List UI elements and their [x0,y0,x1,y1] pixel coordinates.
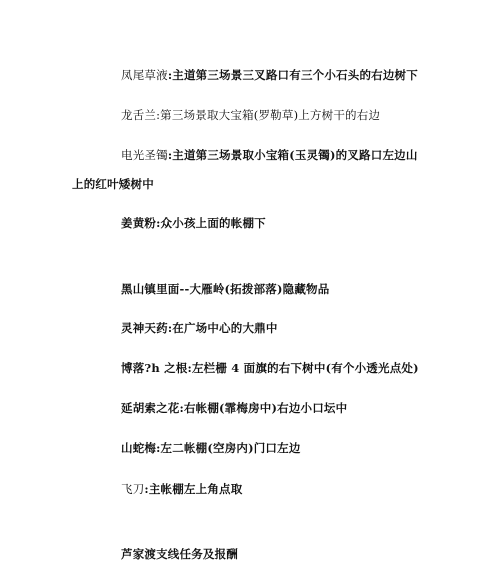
section-title: 芦家渡支线任务及报酬 [121,547,238,561]
item-location: :主道第三场景三叉路口有三个小石头的右边树下 [167,68,418,82]
item-location: :主帐棚左上角点取 [144,482,243,496]
text-line [121,482,242,496]
item-name: 飞刀 [121,482,145,496]
text-line [121,321,278,335]
item-location-cont: 上的红叶矮树中 [72,177,154,191]
item-location: :左栏栅 4 面旗的右下树中(有个小透光点处) [187,361,419,375]
item-location: :第三场景取大宝箱(罗勒草)上方树干的右边 [156,108,381,122]
item-location: :在广场中心的大鼎中 [167,321,278,335]
item-name: 龙舌兰 [121,108,157,122]
item-name: 凤尾草液 [121,68,168,82]
item-location: :众小孩上面的帐棚下 [156,216,266,230]
text-line-continuation [72,177,154,191]
item-name: 博落?h 之根 [121,361,188,375]
item-name: 灵神天药 [121,321,168,335]
item-location: :右帐棚(霏梅房中)右边小口坛中 [179,401,348,415]
item-name: 电光圣镯 [121,148,168,162]
section-heading [121,547,238,561]
item-location: :主道第三场景取小宝箱(玉灵镯)的叉路口左边山 [167,148,418,162]
text-line [121,441,301,455]
text-line [121,216,266,230]
text-line [121,401,347,415]
text-line [121,361,419,375]
text-line [121,148,418,162]
item-name: 姜黄粉 [121,216,157,230]
item-name: 延胡索之花 [121,401,180,415]
text-line [121,108,380,122]
text-line [121,68,418,82]
item-location: :左二帐棚(空房内)门口左边 [156,441,301,455]
section-heading [121,282,329,296]
item-name: 山蛇梅 [121,441,157,455]
section-title: 黑山镇里面--大雁岭(拓拨部落)隐藏物品 [121,282,330,296]
